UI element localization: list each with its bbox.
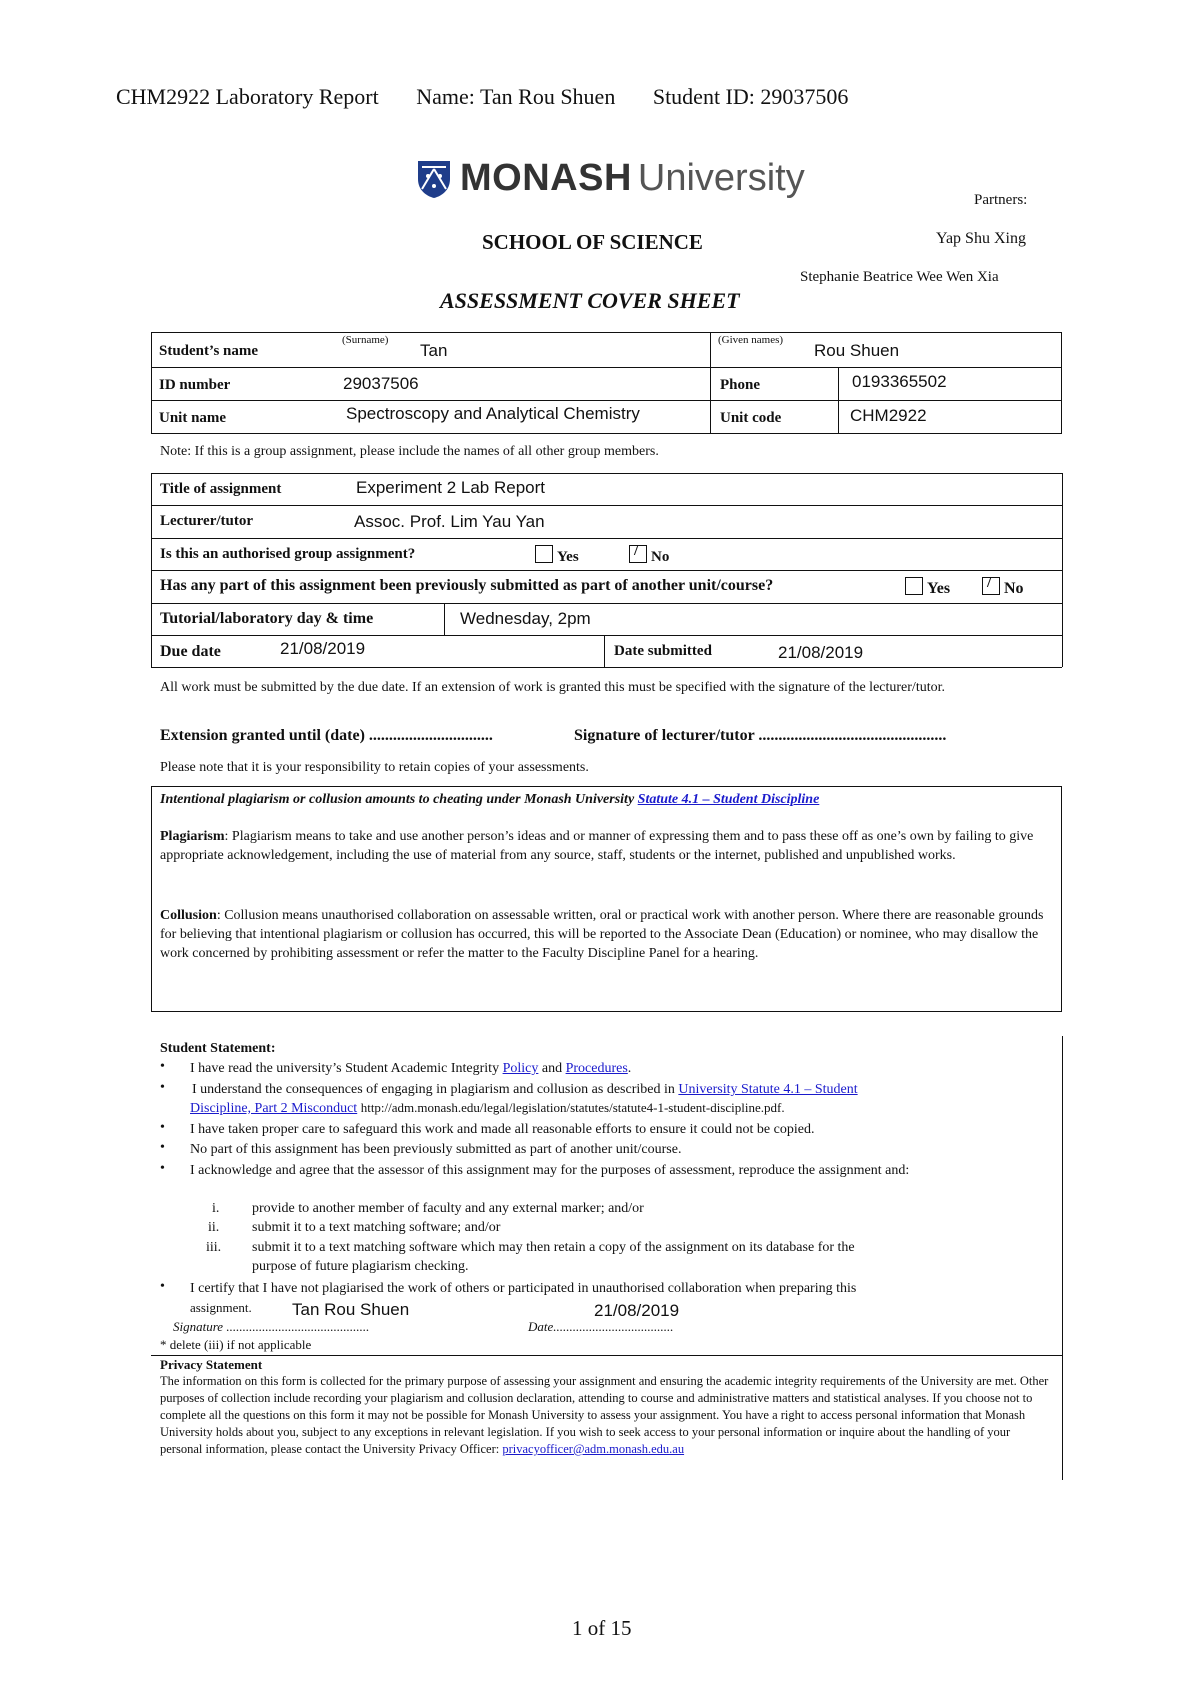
statement-subitem-continued: purpose of future plagiarism checking. <box>252 1259 469 1274</box>
due-note: All work must be submitted by the due date. If an extension of work is granted this must be specified with the signature of the lecturer/tutor. <box>160 680 945 695</box>
date-line: Date..................................... <box>528 1319 674 1334</box>
group-no-option[interactable]: / No <box>629 545 669 566</box>
statute-link[interactable]: University Statute 4.1 – Student <box>678 1082 858 1097</box>
unit-name-field[interactable]: Spectroscopy and Analytical Chemistry <box>346 404 640 423</box>
lecturer-signature-line: Signature of lecturer/tutor ............................................... <box>574 727 947 744</box>
id-number-label: ID number <box>159 377 231 393</box>
statement-item: I acknowledge and agree that the assessor of this assignment may for the purposes of assessment, reproduce the assignment and: <box>190 1163 910 1178</box>
lecturer-label: Lecturer/tutor <box>160 513 254 529</box>
page-number: 1 of 15 <box>572 1616 632 1640</box>
policy-link[interactable]: Policy <box>502 1061 539 1076</box>
prev-no-option[interactable]: / No <box>982 577 1024 598</box>
signature-field[interactable]: Tan Rou Shuen <box>292 1300 410 1319</box>
due-date-label: Due date <box>160 643 221 660</box>
roman-numeral: ii. <box>208 1220 220 1235</box>
statement-subitem: provide to another member of faculty and any external marker; and/or <box>252 1201 644 1216</box>
statement-heading: Student Statement: <box>160 1041 276 1056</box>
group-yes-option[interactable]: Yes <box>535 545 579 566</box>
monash-logo <box>416 157 805 200</box>
checked-checkbox-icon[interactable] <box>982 577 1000 595</box>
assignment-title-field[interactable]: Experiment 2 Lab Report <box>356 478 545 497</box>
crest-icon <box>416 159 452 199</box>
previous-submission-question: Has any part of this assignment been previously submitted as part of another unit/course? <box>160 577 774 594</box>
group-note: Note: If this is a group assignment, please include the names of all other group members. <box>160 444 659 459</box>
header-name: Name: Tan Rou Shuen <box>416 84 616 109</box>
partners-label: Partners: <box>974 192 1028 208</box>
tutorial-label: Tutorial/laboratory day & time <box>160 610 374 627</box>
roman-numeral: i. <box>212 1201 220 1216</box>
id-number-field[interactable]: 29037506 <box>343 374 419 393</box>
statute-url[interactable]: http://adm.monash.edu/legal/legislation/statutes/statute4-1-student-discipline.pdf. <box>360 1100 785 1115</box>
school-title: SCHOOL OF SCIENCE <box>482 230 703 254</box>
roman-numeral: iii. <box>206 1240 222 1255</box>
unit-name-label: Unit name <box>159 410 227 426</box>
delete-note: * delete (iii) if not applicable <box>160 1337 312 1352</box>
lecturer-field[interactable]: Assoc. Prof. Lim Yau Yan <box>354 512 545 531</box>
retain-note: Please note that it is your responsibility to retain copies of your assessments. <box>160 760 589 775</box>
surname-hint: (Surname) <box>342 334 389 346</box>
partner-name: Yap Shu Xing <box>936 230 1026 247</box>
plagiarism-box <box>151 786 1062 1012</box>
date-submitted-field[interactable]: 21/08/2019 <box>778 643 864 662</box>
procedures-link[interactable]: Procedures <box>565 1061 628 1076</box>
signature-line: Signature ............................................ <box>173 1319 370 1334</box>
given-names-field[interactable]: Rou Shuen <box>814 341 900 360</box>
logo-brand: MONASH <box>460 157 632 199</box>
checkbox-icon[interactable] <box>535 545 553 563</box>
statement-subitem: submit it to a text matching software which may then retain a copy of the assignment on its database for the <box>252 1240 855 1255</box>
extension-line: Extension granted until (date) ............................... <box>160 727 493 744</box>
statement-subitem: submit it to a text matching software; and/or <box>252 1220 501 1235</box>
prev-yes-option[interactable]: Yes <box>905 577 950 598</box>
statement-item-continued: assignment. <box>190 1300 252 1315</box>
tutorial-field[interactable]: Wednesday, 2pm <box>460 609 591 628</box>
unit-code-label: Unit code <box>720 410 782 426</box>
surname-field[interactable]: Tan <box>420 341 448 360</box>
privacy-email-link[interactable]: privacyofficer@adm.monash.edu.au <box>502 1442 685 1456</box>
collusion-definition: Collusion: Collusion means unauthorised collaboration on assessable written, oral or practical work with another person. Where there are reasonable grounds for believing that intentional plagiarism or collusion has occurred, this will be reported to the Associate Dean (Education) or nominee, who may disallow the work concerned by prohibiting assessment or refer the matter to the Faculty Discipline Panel for a hearing. <box>160 908 1044 961</box>
header-unit: CHM2922 Laboratory Report <box>116 84 379 109</box>
statement-item: I have taken proper care to safeguard this work and made all reasonable efforts to ensure it could not be copied. <box>190 1122 815 1137</box>
statute-link[interactable]: Statute 4.1 – Student Discipline <box>637 792 820 807</box>
date-submitted-label: Date submitted <box>614 643 712 659</box>
given-names-hint: (Given names) <box>718 334 784 346</box>
plagiarism-heading: Intentional plagiarism or collusion amounts to cheating under Monash University Statute 4.1 – Student Discipline <box>160 792 820 807</box>
phone-label: Phone <box>720 377 761 393</box>
statement-item: No part of this assignment has been previously submitted as part of another unit/course. <box>190 1142 682 1157</box>
report-header <box>116 84 880 110</box>
statement-item: I have read the university’s Student Academic Integrity Policy and Procedures. <box>190 1061 632 1076</box>
statement-item: I certify that I have not plagiarised the work of others or participated in unauthorised collaboration when preparing this <box>190 1281 857 1296</box>
header-student-id: Student ID: 29037506 <box>652 84 849 109</box>
privacy-heading: Privacy Statement <box>160 1357 263 1372</box>
group-question: Is this an authorised group assignment? <box>160 546 416 562</box>
logo-suffix: University <box>637 157 805 199</box>
sheet-title: ASSESSMENT COVER SHEET <box>440 288 740 313</box>
privacy-text: The information on this form is collected for the primary purpose of assessing your assignment and ensuring the academic integrity requirements of the University are met. Other purposes of collection include recording your plagiarism and collusion declaration, attending to course and administrative matters and statistical analyses. If you choose not to complete all the questions on this form it may not be possible for Monash University to assess your assignment. You have a right to access personal information that Monash University holds about you, subject to any exceptions in relevant legislation. If you wish to seek access to your personal information or inquire about the handling of your personal information, please contact the University Privacy Officer: privacyofficer@adm.monash.edu.au <box>160 1374 1049 1456</box>
plagiarism-definition: Plagiarism: Plagiarism means to take and use another person’s ideas and or manner of expressing them and to pass these off as one’s own by failing to give appropriate acknowledgement, including the use of material from any source, staff, students or the internet, published and unpublished works. <box>160 829 1034 863</box>
due-date-field[interactable]: 21/08/2019 <box>280 639 366 658</box>
statement-item-continued <box>190 1099 785 1118</box>
statement-item: I understand the consequences of engaging in plagiarism and collusion as described in University Statute 4.1 – Student <box>192 1082 858 1097</box>
date-field[interactable]: 21/08/2019 <box>594 1301 680 1320</box>
unit-code-field[interactable]: CHM2922 <box>850 406 927 425</box>
misconduct-link[interactable]: Discipline, Part 2 Misconduct <box>190 1101 358 1116</box>
partner-name: Stephanie Beatrice Wee Wen Xia <box>800 269 999 285</box>
assignment-title-label: Title of assignment <box>160 481 282 497</box>
checked-checkbox-icon[interactable] <box>629 545 647 563</box>
checkbox-icon[interactable] <box>905 577 923 595</box>
phone-field[interactable]: 0193365502 <box>852 372 947 391</box>
student-name-label: Student’s name <box>159 343 259 359</box>
